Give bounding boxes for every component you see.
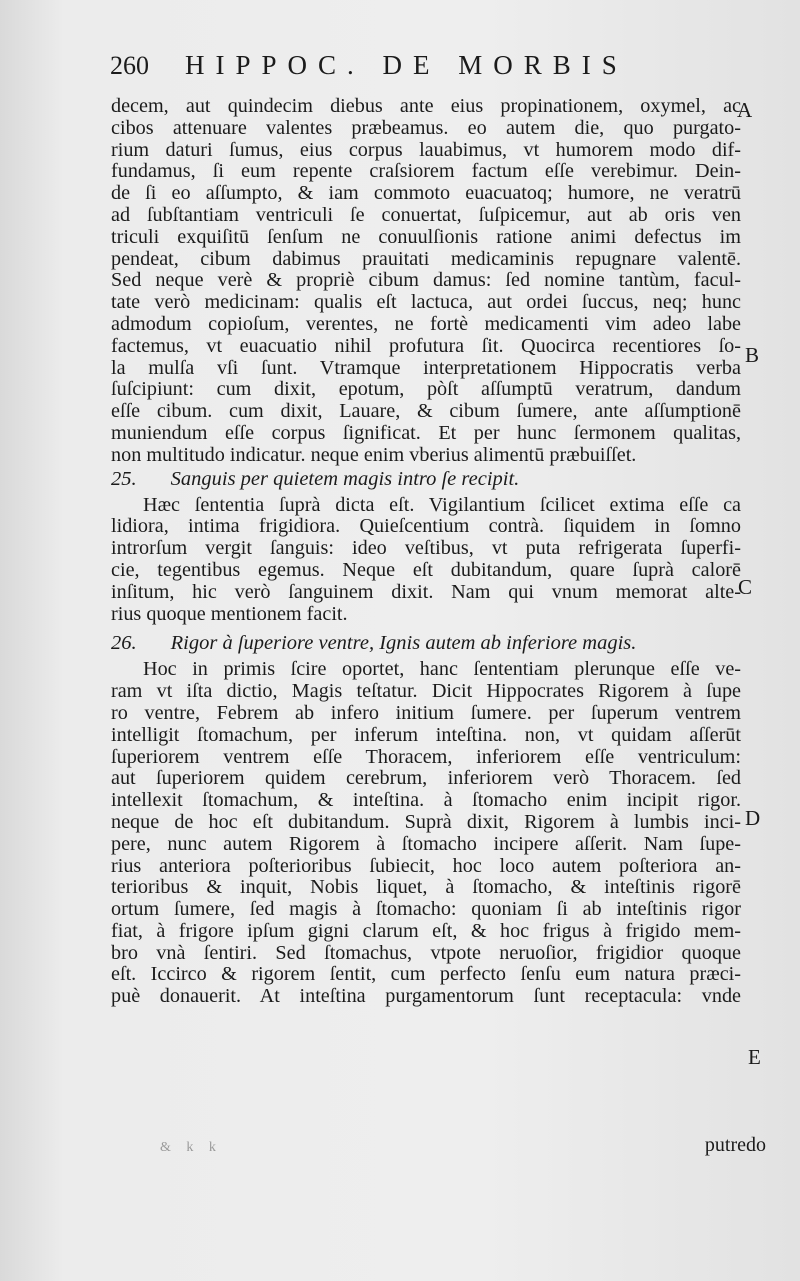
- aphorism-text: Rigor à ſuperiore ventre, Ignis autem ab inferiore magis.: [170, 632, 637, 655]
- text-line: decem, aut quindecim diebus ante eius propinationem, oxymel, ac: [111, 96, 741, 117]
- text-line: ram vt iſta dictio, Magis teſtatur. Dicit Hippocrates Rigorem à ſupe: [111, 681, 741, 703]
- aphorism-heading-26: [111, 631, 741, 659]
- text-line: rius quoque mentionem facit.: [111, 603, 348, 625]
- text-line: pere, nunc autem Rigorem à ſtomacho incipere aſſerit. Nam ſupe-: [111, 833, 741, 855]
- aphorism-text: Sanguis per quietem magis intro ſe recipit.: [170, 467, 520, 490]
- text-line: de ſi eo aſſumpto, & iam commoto euacuatoq; humore, ne veratrū: [111, 183, 741, 205]
- catchword: putredo: [704, 1134, 766, 1156]
- text-line: pendeat, cibum dabimus prauitati medicaminis repugnare valentē.: [111, 248, 741, 270]
- text-line: Hæc ſententia ſuprà dicta eſt. Vigilantium ſcilicet extima eſſe ca: [143, 494, 741, 516]
- text-line: ortum ſumere, ſed magis à ſtomacho: quoniam ſi ab inteſtinis rigor: [111, 899, 741, 921]
- text-line: intelligit ſtomachum, per inferum inteſtina. non, vt quidam aſſerūt: [111, 724, 741, 746]
- text-line: triculi exquiſitū ſenſum ne conuulſionis ratione animi defectus im: [111, 226, 741, 248]
- text-line: ro ventre, Febrem ab infero initium ſumere. per ſuperum ventrem: [111, 702, 741, 724]
- margin-letter-a: A: [737, 98, 753, 122]
- margin-letter-e: E: [748, 1045, 761, 1069]
- page-number: 260: [110, 51, 149, 80]
- aphorism-number: 25.: [111, 467, 137, 490]
- text-line: factemus, vt euacuatio nihil profutura ſit. Quocirca recentiores ſo-: [111, 335, 741, 357]
- text-line: intellexit ſtomachum, & inteſtina. à ſtomacho enim incipit rigor.: [111, 790, 741, 812]
- aphorism-number: 26.: [111, 632, 137, 655]
- margin-letter-b: B: [745, 343, 760, 367]
- text-line: bro vnà ſentiri. Sed ſtomachus, vtpote neruoſior, frigidior quoque: [111, 942, 741, 964]
- text-line: eſſe cibum. cum dixit, Lauare, & cibum ſumere, ante aſſumptionē: [111, 401, 741, 423]
- text-line: non multitudo indicatur. neque enim vberius alimentū præbuiſſet.: [111, 444, 637, 466]
- text-line: inſitum, hic verò ſanguinem dixit. Nam qui vnum memorat alte-: [111, 581, 741, 603]
- text-line: ad ſubſtantiam ventriculi ſe conuertat, ſuſpicemur, aut ab oris ven: [111, 204, 741, 226]
- text-line: terioribus & inquit, Nobis liquet, à ſtomacho, & inteſtinis rigorē: [111, 877, 741, 899]
- text-line: puè donauerit. At inteſtina purgamentorum ſunt receptacula: vnde: [111, 986, 741, 1008]
- margin-letter-d: D: [745, 806, 761, 830]
- text-line: Sed neque verè & propriè cibum damus: ſed nomine tantùm, facul-: [111, 270, 741, 292]
- text-line: aut ſuperiorem quidem cerebrum, inferiorem verò Thoracem. ſed: [111, 768, 741, 790]
- text-line: rium daturi ſumus, eius corpus lauabimus, vt humorem modo dif-: [111, 139, 741, 161]
- text-line: muniendum eſſe corpus ſignificat. Et per hunc ſermonem qualitas,: [111, 422, 741, 444]
- text-line: cibos attenuare valentes præbeamus. eo autem die, quo purgato-: [111, 117, 741, 139]
- text-line: admodum copioſum, verentes, ne fortè medicamenti vim adeo labe: [111, 313, 741, 335]
- text-line: cie, tegentibus egemus. Neque eſt dubitandum, quare ſuprà calorē: [111, 559, 741, 581]
- text-line: Hoc in primis ſcire oportet, hanc ſententiam plerunque eſſe ve-: [143, 659, 741, 681]
- text-line: rius anteriora poſterioribus ſubiecit, hoc loco autem poſteriora an-: [111, 855, 741, 877]
- margin-letter-c: C: [738, 575, 753, 599]
- text-line: la mulſa vſi ſunt. Vtramque interpretationem Hippocratis verba: [111, 357, 741, 379]
- text-line: tate verò medicinam: qualis eſt lactuca, aut ordei ſuccus, neq; hunc: [111, 292, 741, 314]
- page-header: [110, 50, 670, 90]
- signature-mark: & k k: [160, 1140, 222, 1155]
- text-line: ſuperiorem ventrem eſſe Thoracem, inferiorem eſſe ventriculum:: [111, 746, 741, 768]
- text-line: neque de hoc eſt dubitandum. Suprà dixit, Rigorem à lumbis inci-: [111, 811, 741, 833]
- aphorism-heading-25: [111, 467, 741, 495]
- text-line: eſt. Iccirco & rigorem ſentit, cum perfecto ſenſu eum natura præci-: [111, 964, 741, 986]
- running-head: HIPPOC. DE MORBIS: [185, 50, 628, 80]
- text-line: fundamus, ſi eum repente craſsiorem factum eſſe verebimur. Dein-: [111, 161, 741, 183]
- text-line: lidiora, intima frigidiora. Quieſcentium contrà. ſiquidem in ſomno: [111, 516, 741, 538]
- text-line: ſuſcipiunt: cum dixit, epotum, pòſt aſſumptū veratrum, dandum: [111, 379, 741, 401]
- text-line: introrſum vergit ſanguis: ideo veſtibus, vt puta refrigerata ſuperfi-: [111, 538, 741, 560]
- text-line: fiat, à frigore ipſum gigni clarum eſt, & hoc frigus à frigido mem-: [111, 920, 741, 942]
- main-text-block: [111, 96, 741, 1008]
